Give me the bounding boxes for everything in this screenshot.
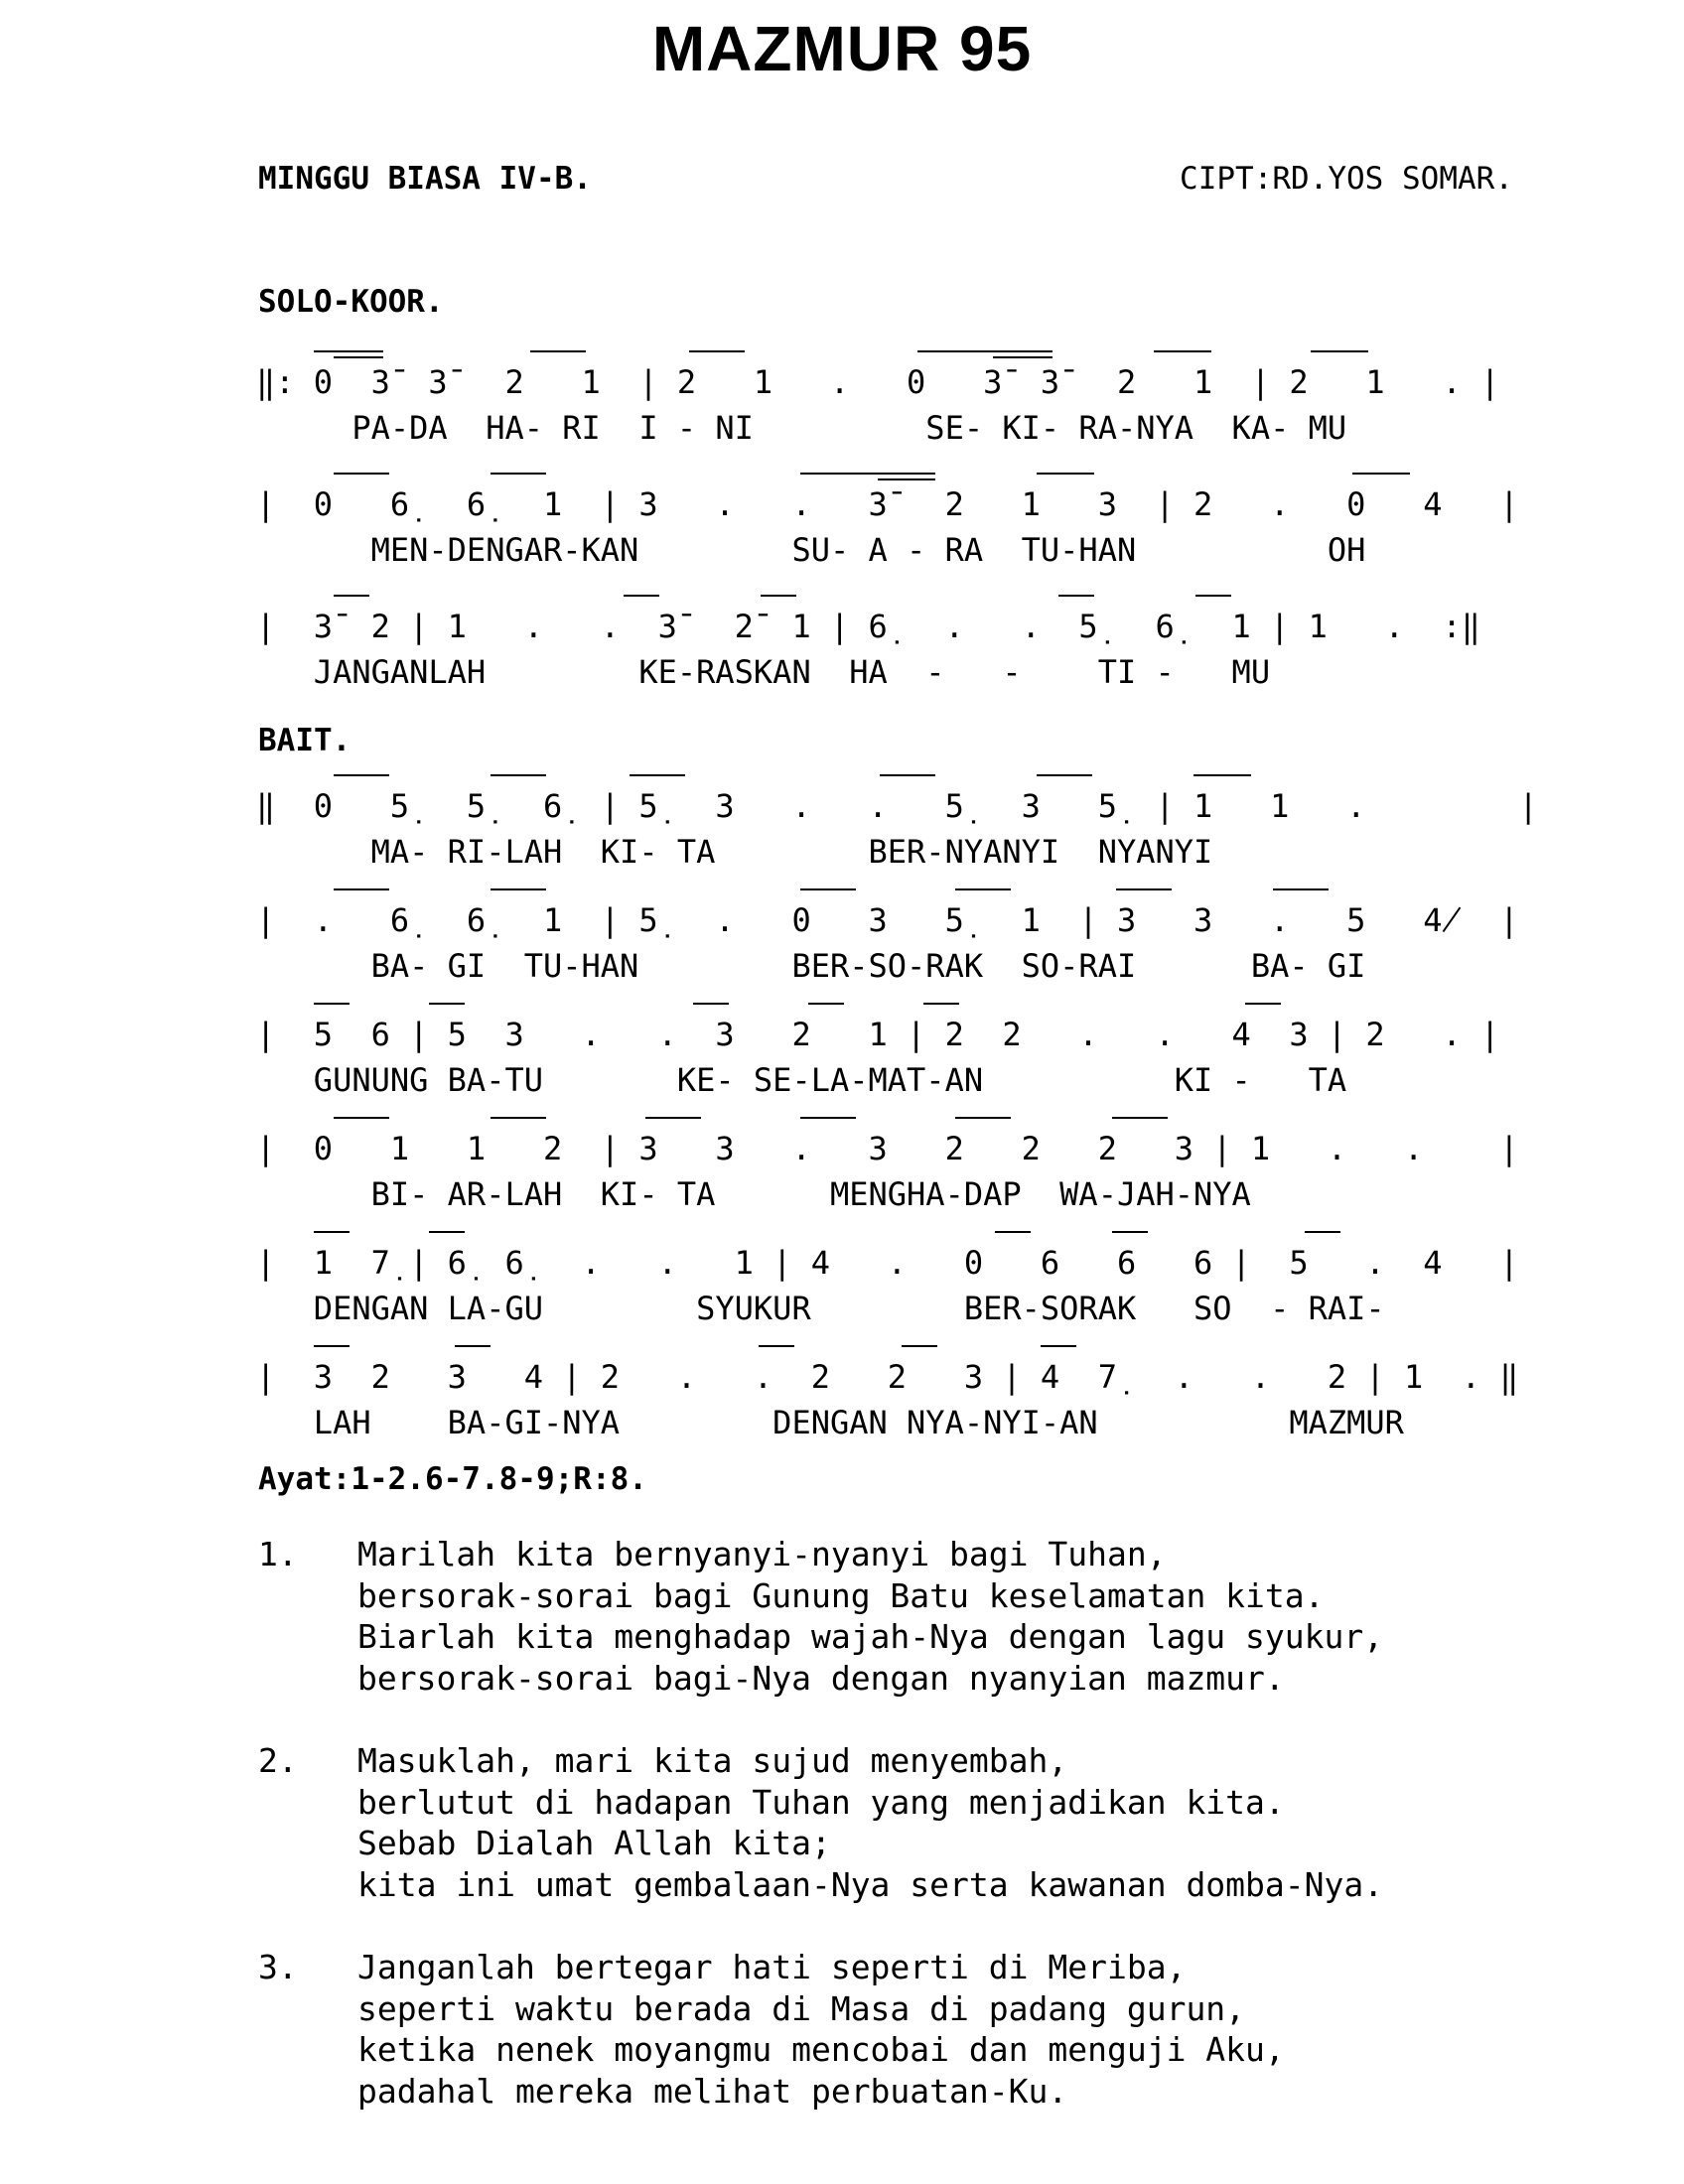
verse-number: 3.	[258, 1948, 298, 1986]
notation-line: | 3̄ 2 | 1 . . 3̄ 2̄ 1 | 6̣ . . 5̣ 6̣ 1 | 1 . :‖	[256, 608, 1480, 645]
verse-line: kita ini umat gembalaan-Nya serta kawanan domba-Nya.	[357, 1864, 1384, 1904]
verse-3	[258, 1947, 1383, 2112]
ayat-reference: Ayat:1-2.6-7.8-9;R:8.	[258, 1461, 647, 1497]
composer-credit: CIPT:RD.YOS SOMAR.	[1180, 161, 1513, 197]
lyric-line: MA- RI-LAH KI- TA BER-NYANYI NYANYI	[256, 833, 1213, 871]
score-row	[256, 465, 1517, 584]
lyric-line: LAH BA-GI-NYA DENGAN NYA-NYI-AN MAZMUR	[256, 1404, 1404, 1441]
score-row	[256, 1223, 1517, 1342]
score-row	[256, 342, 1517, 462]
verse-1	[258, 1534, 1383, 1699]
lyric-line: GUNUNG BA-TU KE- SE-LA-MAT-AN KI - TA	[256, 1061, 1347, 1099]
lyric-line: DENGAN LA-GU SYUKUR BER-SORAK SO - RAI-	[256, 1290, 1385, 1327]
verse-line: berlutut di hadapan Tuhan yang menjadikan kita.	[357, 1782, 1285, 1822]
score-row	[256, 1337, 1517, 1456]
notation-line: ‖: 0 3̄ 3̄ 2 1 | 2 1 . 0 3̄ 3̄ 2 1 | 2 1 . |	[256, 363, 1500, 401]
verse-line: ketika nenek moyangmu mencobai dan menguji Aku,	[357, 2030, 1285, 2069]
score-row	[256, 995, 1517, 1114]
verse-line: bersorak-sorai bagi-Nya dengan nyanyian mazmur.	[357, 1658, 1285, 1698]
notation-line: ‖ 0 5̣ 5̣ 6̣ | 5̣ 3 . . 5̣ 3 5̣ | 1 1 . |	[256, 787, 1538, 825]
lyric-line: BI- AR-LAH KI- TA MENGHA-DAP WA-JAH-NYA	[256, 1175, 1251, 1213]
verse-line: padahal mereka melihat perbuatan-Ku.	[357, 2071, 1068, 2111]
notation-line: | 0 6̣ 6̣ 1 | 3 . . 3̄ 2 1 3 | 2 . 0 4 |	[256, 485, 1519, 523]
occasion-label: MINGGU BIASA IV-B.	[258, 161, 592, 197]
score-row	[256, 1109, 1517, 1228]
notation-line: | 0 1 1 2 | 3 3 . 3 2 2 2 3 | 1 . . |	[256, 1130, 1519, 1167]
refrain-heading: SOLO-KOOR.	[258, 284, 444, 320]
verse-line: Sebab Dialah Allah kita;	[357, 1824, 831, 1862]
verse-line: bersorak-sorai bagi Gunung Batu keselamatan kita.	[357, 1575, 1325, 1615]
lyric-line: JANGANLAH KE-RASKAN HA - - TI - MU	[256, 653, 1271, 691]
verse-line: Biarlah kita menghadap wajah-Nya dengan lagu syukur,	[357, 1617, 1384, 1656]
lyric-line: MEN-DENGAR-KAN SU- A - RA TU-HAN OH	[256, 531, 1366, 569]
notation-line: | 3 2 3 4 | 2 . . 2 2 3 | 4 7̣ . . 2 | 1 . ‖	[256, 1358, 1519, 1396]
score-row	[256, 587, 1517, 706]
verse-line: Masuklah, mari kita sujud menyembah,	[357, 1741, 1068, 1780]
score-row	[256, 881, 1517, 1000]
verse-number: 1.	[258, 1535, 298, 1573]
page-title: MAZMUR 95	[651, 13, 1033, 84]
verse-2	[258, 1740, 1383, 1905]
verse-line: Marilah kita bernyanyi-nyanyi bagi Tuhan,	[357, 1535, 1167, 1573]
notation-line: | . 6̣ 6̣ 1 | 5̣ . 0 3 5̣ 1 | 3 3 . 5 4̸ |	[256, 901, 1519, 939]
notation-line: | 1 7̣ | 6̣ 6̣ . . 1 | 4 . 0 6 6 6 | 5 . 4 |	[256, 1244, 1519, 1282]
verse-line: Janganlah bertegar hati seperti di Meriba,	[357, 1948, 1187, 1986]
score-row	[256, 766, 1538, 886]
notation-line: | 5 6 | 5 3 . . 3 2 1 | 2 2 . . 4 3 | 2 . |	[256, 1016, 1500, 1053]
verse-number: 2.	[258, 1741, 298, 1780]
lyric-line: PA-DA HA- RI I - NI SE- KI- RA-NYA KA- MU	[256, 409, 1347, 447]
verse-list	[258, 1534, 1383, 2153]
lyric-line: BA- GI TU-HAN BER-SO-RAK SO-RAI BA- GI	[256, 947, 1366, 985]
verse-line: seperti waktu berada di Masa di padang gurun,	[357, 1988, 1246, 2028]
bait-heading: BAIT.	[258, 723, 351, 758]
